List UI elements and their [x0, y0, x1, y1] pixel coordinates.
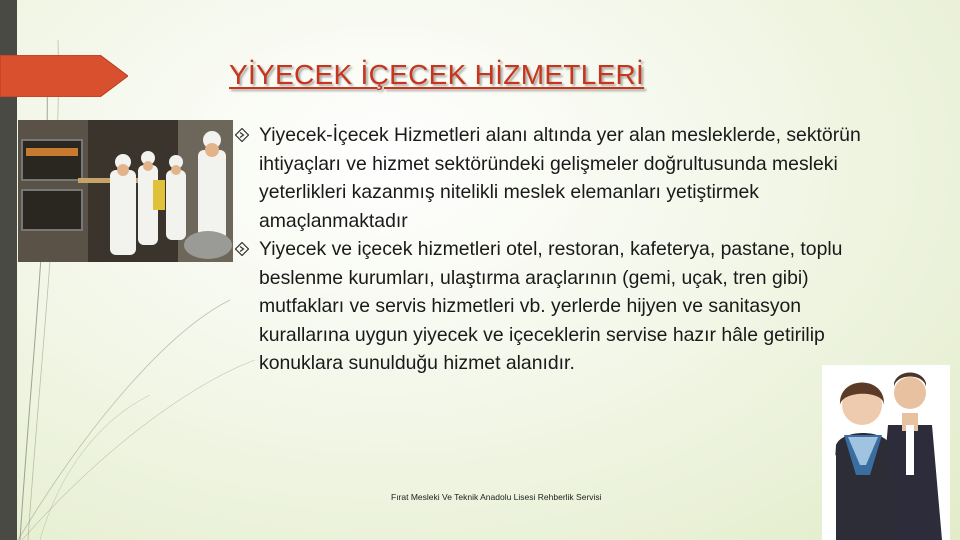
- bullet-text: Yiyecek-İçecek Hizmetleri alanı altında yer alan mesleklerde, sektörün ihtiyaçları ve hizmet sektöründeki gelişmeler doğrultusunda mesleki yeterlikleri kazanmış nitelikli meslek elemanları yetiştirmek amaçlanmaktadır: [259, 124, 861, 232]
- kitchen-photo: [18, 120, 233, 262]
- bullet-text: Yiyecek ve içecek hizmetleri otel, restoran, kafeterya, pastane, toplu beslenme kurumları, ulaştırma araçlarının (gemi, uçak, tren gibi) mutfakları ve servis hizmetleri vb. yerlerde hijyen ve sanitasyon kurallarına uygun yiyecek ve içeceklerin servise hazır hâle getirilip konuklara sunulduğu hizmet alanıdır.: [259, 238, 843, 374]
- bullet-list: [233, 121, 873, 378]
- arrow-diamond-icon: [235, 128, 249, 142]
- arrow-diamond-icon: [235, 242, 249, 256]
- title-accent-tab: [0, 55, 128, 97]
- slide-title: YİYECEK İÇECEK HİZMETLERİ: [229, 59, 645, 90]
- bullet-item: [233, 121, 873, 235]
- footer-text: Fırat Mesleki Ve Teknik Anadolu Lisesi Rehberlik Servisi: [391, 492, 602, 502]
- bullet-item: [233, 235, 873, 378]
- staff-photo: [822, 365, 950, 540]
